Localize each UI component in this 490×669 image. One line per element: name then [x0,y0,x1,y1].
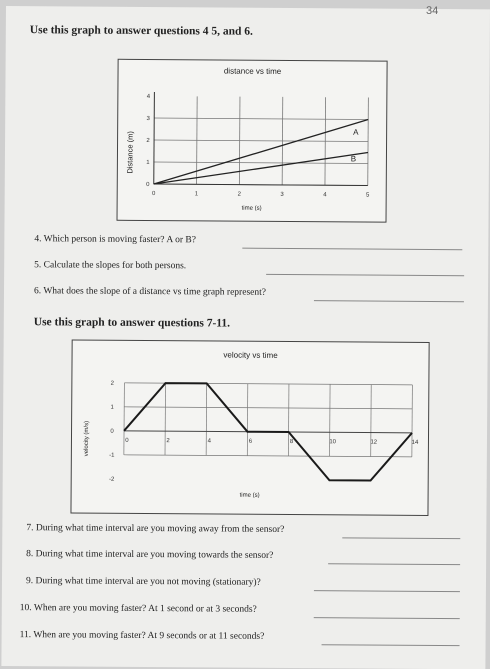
graph1-title: distance vs time [223,66,282,76]
page-number: 34 [425,4,439,18]
grid-line-vertical [247,384,248,456]
question-10: 10. When are you moving faster? At 1 second or at 3 seconds? [19,603,257,615]
x-tick-label: 2 [166,438,170,445]
grid-line-vertical [330,384,331,456]
question-6: 6. What does the slope of a distance vs time graph represent? [33,286,267,298]
grid-line-vertical [288,384,289,456]
series-line-b [154,151,368,185]
x-tick-label: 10 [329,439,337,446]
answer-line-9[interactable] [314,590,460,592]
y-tick-label: 1 [110,404,114,411]
grid-line-vertical [165,383,166,455]
y-tick-label: 2 [110,380,115,387]
y-axis [154,92,155,184]
grid-line-horizontal [154,162,368,163]
distance-time-graph [117,59,388,223]
y-tick-label: 3 [146,115,150,123]
grid-line-horizontal [154,118,368,119]
series-line-a [154,118,368,185]
velocity-time-plot [71,340,428,514]
x-tick-label: 3 [280,191,284,198]
answer-line-5[interactable] [266,274,464,276]
grid-line-vertical [412,385,413,457]
answer-line-10[interactable] [314,617,460,619]
question-11: 11. When are you moving faster? At 9 seconds or at 11 seconds? [19,630,265,642]
x-tick-label: 1 [194,191,199,198]
x-tick-label: 14 [411,439,419,446]
question-7: 7. During what time interval are you moving away from the sensor? [26,523,285,535]
graph1-xlabel: time (s) [241,205,262,212]
y-tick-label: -1 [109,452,115,459]
y-tick-label: 0 [146,181,150,189]
graph1-ylabel: Distance (m) [125,131,135,174]
grid-line-horizontal [124,407,412,409]
x-tick-label: 4 [207,438,211,445]
velocity-time-graph [70,339,429,515]
worksheet-page [1,6,490,669]
line-label-b: B [350,154,357,164]
y-tick-label: 1 [146,159,150,167]
grid-line-vertical [124,383,125,455]
answer-line-7[interactable] [342,537,460,539]
x-tick-label: 2 [237,191,241,198]
x-axis [154,184,368,185]
question-9: 9. During what time interval are you not moving (stationary)? [25,576,261,588]
graph2-ylabel: velocity (m/s) [83,420,91,457]
question-4: 4. Which person is moving faster? A or B? [34,234,196,246]
grid-line-vertical [206,383,207,455]
y-tick-label: 0 [110,428,114,435]
y-tick-label: -2 [109,476,115,483]
x-tick-label: 5 [365,192,370,199]
grid-line-vertical [371,385,372,457]
x-tick-label: 0 [151,191,156,198]
x-tick-label: 12 [370,439,378,446]
question-5: 5. Calculate the slopes for both persons. [34,260,187,272]
y-tick-label: 2 [146,137,150,145]
x-tick-label: 8 [289,438,294,446]
question-8: 8. During what time interval are you moving towards the sensor? [26,549,274,561]
x-tick-label: 0 [125,437,129,444]
grid-line-horizontal [154,140,368,141]
answer-line-11[interactable] [322,644,460,646]
velocity-series-line [124,383,413,481]
grid-line-horizontal [124,455,412,457]
line-label-a: A [353,127,359,137]
heading-graph-1: Use this graph to answer questions 4 5, and 6. [29,24,253,38]
y-tick-label: 4 [146,93,151,101]
answer-line-6[interactable] [314,300,464,302]
distance-time-plot [118,60,387,222]
x-tick-label: 6 [248,438,253,445]
answer-line-4[interactable] [242,248,462,251]
graph2-title: velocity vs time [223,350,278,360]
x-tick-label: 4 [323,192,327,199]
heading-graph-2: Use this graph to answer questions 7-11. [33,316,231,330]
answer-line-8[interactable] [328,563,460,565]
graph2-xlabel: time (s) [239,492,260,499]
